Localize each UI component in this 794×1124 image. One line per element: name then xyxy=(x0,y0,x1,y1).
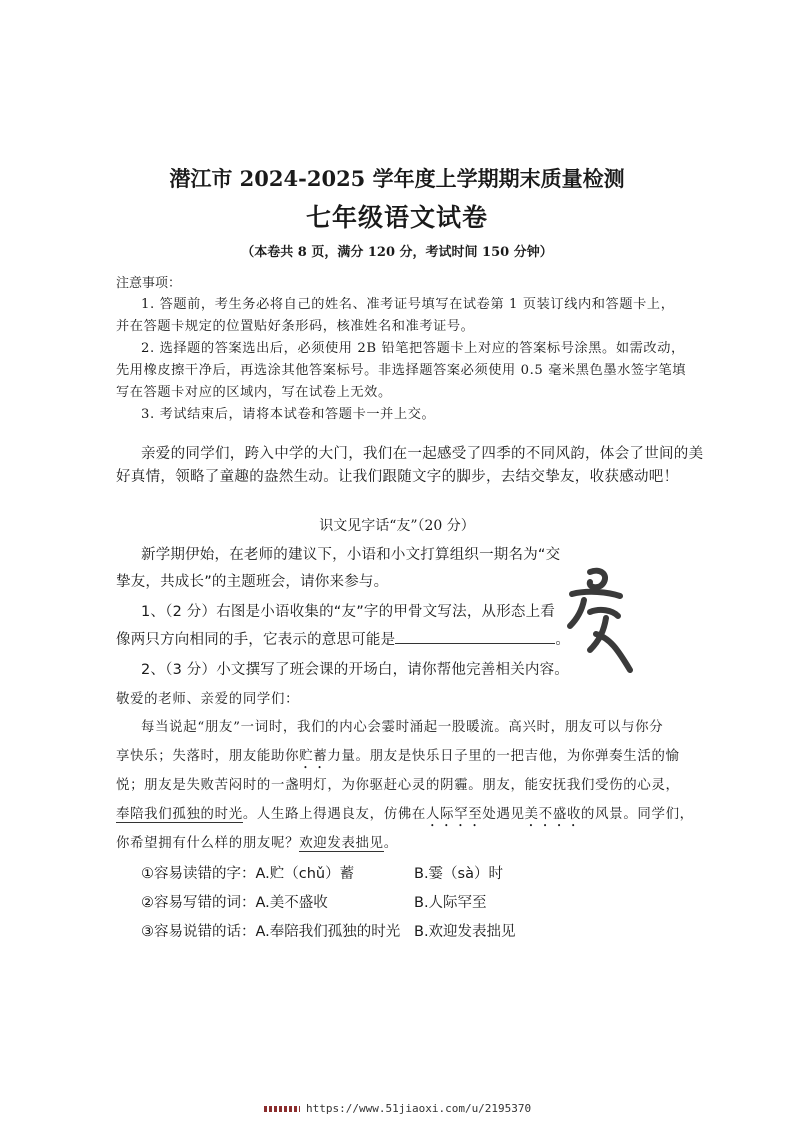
exam-header-title: 潜江市 2024-2025 学年度上学期期末质量检测 xyxy=(169,166,625,191)
passage-text: 。人生路上得遇良友，仿佛在 xyxy=(242,807,427,822)
question-1-cont xyxy=(116,628,570,649)
passage-text: 你希望拥有什么样的朋友呢？ xyxy=(116,836,300,851)
exam-info: （本卷共 8 页，满分 120 分，考试时间 150 分钟） xyxy=(241,245,553,260)
passage-text: 处遇见 xyxy=(482,807,525,822)
passage-text: 的风景。同学们， xyxy=(581,807,694,822)
passage-text: 享快乐；失落时，朋友能助你 xyxy=(116,749,300,764)
passage-line: 悦；朋友是失败苦闷时的一盏明灯，为你驱赶心灵的阴霾。朋友，能安抚我们受伤的心灵， xyxy=(116,778,680,793)
underlined-phrase-zhuojian: 欢迎发表拙见 xyxy=(299,836,384,851)
exam-subject-title: 七年级语文试卷 xyxy=(305,203,488,232)
notice-line: 先用橡皮擦干净后，再选涂其他答案标号。非选择题答案必须使用 0.5 毫米黑色墨水签字笔填 xyxy=(116,363,687,378)
option-row-1-a: ①容易读错的字：A.贮（chǔ）蓄 xyxy=(141,866,355,882)
passage-greeting: 敬爱的老师、亲爱的同学们： xyxy=(116,692,300,707)
footer xyxy=(264,1102,531,1115)
passage-line: 每当说起“朋友”一词时，我们的内心会霎时涌起一股暖流。高兴时，朋友可以与你分 xyxy=(141,720,664,735)
option-row-2-a: ②容易写错的词：A.美不盛收 xyxy=(141,895,328,911)
question-2: 2、（3 分）小文撰写了班会课的开场白，请你帮他完善相关内容。 xyxy=(141,662,570,678)
notice-line: 写在答题卡对应的区域内，写在试卷上无效。 xyxy=(116,385,392,400)
passage-text: 力量。朋友是快乐日子里的一把吉他，为你弹奏生活的愉 xyxy=(327,749,680,764)
dotted-word-renjihanzhi: 人际罕至 xyxy=(426,807,483,822)
option-row-2-b: B.人际罕至 xyxy=(414,895,487,911)
passage-text: 。 xyxy=(383,836,398,851)
answer-blank[interactable] xyxy=(395,629,555,644)
passage-line xyxy=(116,832,398,851)
notice-line: 3. 考试结束后，请将本试卷和答题卡一并上交。 xyxy=(141,407,436,422)
notice-line: 并在答题卡规定的位置贴好条形码，核准姓名和准考证号。 xyxy=(116,319,475,334)
footer-url[interactable]: https://www.51jiaoxi.com/u/2195370 xyxy=(306,1102,532,1115)
option-row-1-b: B.霎（sà）时 xyxy=(414,866,503,882)
option-row-3-b: B.欢迎发表拙见 xyxy=(414,924,516,940)
notice-line: 1. 答题前，考生务必将自己的姓名、准考证号填写在试卷第 1 页装订线内和答题卡上， xyxy=(141,297,675,312)
site-logo-icon xyxy=(264,1106,300,1112)
section-lead: 挚友，共成长”的主题班会，请你来参与。 xyxy=(116,574,389,590)
section-title: 识文见字话“友”（20 分） xyxy=(319,518,475,534)
notice-line: 2. 选择题的答案选出后，必须使用 2B 铅笔把答题卡上对应的答案标号涂黑。如需改动， xyxy=(141,341,685,356)
oracle-bone-you-glyph xyxy=(560,560,640,680)
section-lead: 新学期伊始，在老师的建议下，小语和小文打算组织一期名为“交 xyxy=(141,547,561,563)
notice-heading: 注意事项： xyxy=(116,276,182,291)
dotted-word-meibushengshou: 美不盛收 xyxy=(524,807,582,822)
passage-line xyxy=(116,745,680,772)
passage-line xyxy=(116,803,694,830)
option-row-3-a: ③容易说错的话：A.奉陪我们孤独的时光 xyxy=(141,924,401,940)
question-1-text: 像两只方向相同的手，它表示的意思可能是 xyxy=(116,632,396,648)
underlined-phrase-fengpei: 奉陪我们孤独的时光 xyxy=(116,807,243,822)
question-1-end: 。 xyxy=(555,632,571,648)
intro-line: 好真情，领略了童趣的盎然生动。让我们跟随文字的脚步，去结交挚友，收获感动吧！ xyxy=(116,469,679,485)
question-1: 1、（2 分）右图是小语收集的“友”字的甲骨文写法，从形态上看 xyxy=(141,604,556,620)
intro-line: 亲爱的同学们，跨入中学的大门，我们在一起感受了四季的不同风韵，体会了世间的美 xyxy=(141,446,704,462)
dotted-word-zhuxu: 贮蓄 xyxy=(299,749,328,764)
